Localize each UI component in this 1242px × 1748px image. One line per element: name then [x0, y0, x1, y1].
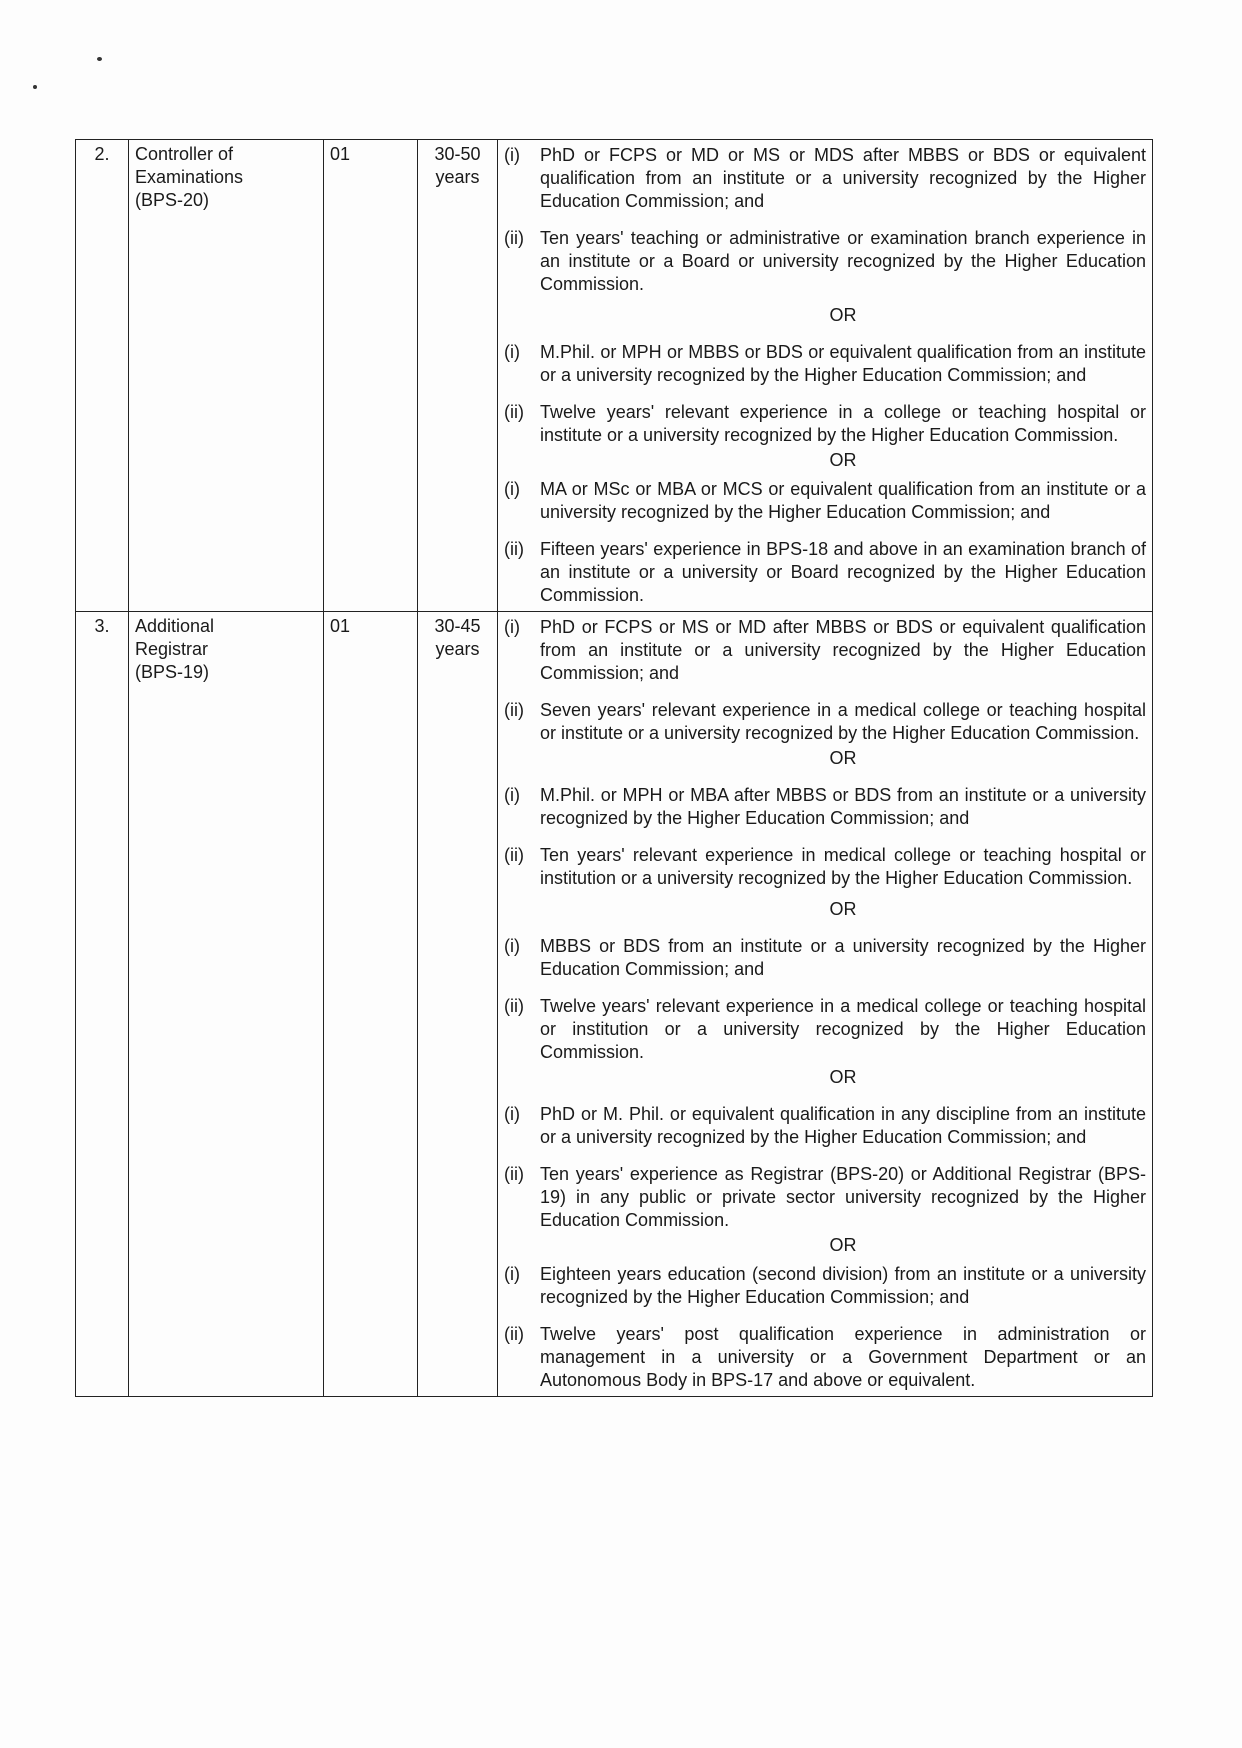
or-separator: OR: [829, 748, 857, 768]
post-name-line: Registrar: [135, 639, 209, 659]
scan-speck: [97, 57, 102, 61]
item-text: Seven years' relevant experience in a medical college or teaching hospital or institute or a university recognized by the Higher Education Commission.: [540, 700, 1146, 743]
qualification-item: [504, 1103, 1146, 1149]
number-of-posts: 01: [324, 612, 418, 1397]
qualification-item: [504, 478, 1146, 524]
qualification-item: [504, 1263, 1146, 1309]
item-marker: (i): [504, 936, 520, 956]
number-of-posts: 01: [324, 140, 418, 612]
qualification-item: [504, 144, 1146, 213]
serial-number: 3.: [76, 612, 129, 1397]
post-name-line: Additional: [135, 616, 215, 636]
item-marker: (ii): [504, 402, 524, 422]
item-marker: (i): [504, 479, 520, 499]
item-text: Eighteen years education (second division) from an institute or a university recognized by the Higher Education Commission; and: [540, 1264, 1146, 1307]
item-marker: (i): [504, 1104, 520, 1124]
post-name-line: Controller of: [135, 144, 234, 164]
item-marker: (ii): [504, 996, 524, 1016]
item-text: Twelve years' post qualification experience in administration or management in a university or a Government Department or an Autonomous Body in BPS-17 and above or equivalent.: [540, 1324, 1146, 1390]
or-separator: OR: [829, 899, 857, 919]
item-text: Ten years' teaching or administrative or examination branch experience in an institute or a Board or university recognized by the Higher Education Commission.: [540, 228, 1146, 294]
item-marker: (i): [504, 785, 520, 805]
post-name-line: Examinations: [135, 167, 244, 187]
qualification-item: [504, 401, 1146, 447]
item-text: Ten years' relevant experience in medical college or teaching hospital or institution or a university recognized by the Higher Education Commission.: [540, 845, 1146, 888]
qualification-item: [504, 538, 1146, 607]
or-separator: OR: [829, 1067, 857, 1087]
item-text: Twelve years' relevant experience in a college or teaching hospital or institute or a university recognized by the Higher Education Commission.: [540, 402, 1146, 445]
table-row: [76, 612, 1153, 1397]
item-marker: (i): [504, 617, 520, 637]
qualification-cell: [498, 612, 1153, 1397]
item-text: PhD or FCPS or MD or MS or MDS after MBBS or BDS or equivalent qualification from an institute or a university recognized by the Higher Education Commission; and: [540, 145, 1146, 211]
qualification-item: [504, 341, 1146, 387]
item-text: Twelve years' relevant experience in a medical college or teaching hospital or institution or a university recognized by the Higher Education Commission.: [540, 996, 1146, 1062]
qualification-cell: [498, 140, 1153, 612]
post-name: [129, 140, 324, 612]
post-scale: (BPS-19): [135, 662, 210, 682]
item-marker: (i): [504, 1264, 520, 1284]
item-text: Ten years' experience as Registrar (BPS-20) or Additional Registrar (BPS-19) in any public or private sector university recognized by the Higher Education Commission.: [540, 1164, 1146, 1230]
item-marker: (i): [504, 145, 520, 165]
item-text: PhD or FCPS or MS or MD after MBBS or BDS or equivalent qualification from an institute or a university recognized by the Higher Education Commission; and: [540, 617, 1146, 683]
age-unit: years: [435, 639, 480, 659]
age-range: 30-45: [434, 616, 481, 636]
or-separator: OR: [829, 305, 857, 325]
item-marker: (ii): [504, 539, 524, 559]
item-text: Fifteen years' experience in BPS-18 and above in an examination branch of an institute or a university or Board recognized by the Higher Education Commission.: [540, 539, 1146, 605]
age-range: 30-50: [434, 144, 481, 164]
qualification-item: [504, 935, 1146, 981]
item-marker: (ii): [504, 1324, 524, 1344]
item-marker: (ii): [504, 1164, 524, 1184]
post-name: [129, 612, 324, 1397]
table-row: [76, 140, 1153, 612]
item-marker: (i): [504, 342, 520, 362]
qualification-item: [504, 699, 1146, 745]
qualification-item: [504, 784, 1146, 830]
qualification-item: [504, 995, 1146, 1064]
item-text: MA or MSc or MBA or MCS or equivalent qualification from an institute or a university recognized by the Higher Education Commission; and: [540, 479, 1146, 522]
qualification-item: [504, 227, 1146, 296]
or-separator: OR: [829, 450, 857, 470]
item-text: MBBS or BDS from an institute or a university recognized by the Higher Education Commission; and: [540, 936, 1146, 979]
item-marker: (ii): [504, 845, 524, 865]
scan-speck: [33, 85, 37, 89]
item-text: M.Phil. or MPH or MBA after MBBS or BDS from an institute or a university recognized by the Higher Education Commission; and: [540, 785, 1146, 828]
qualification-item: [504, 844, 1146, 890]
age-limit: [418, 612, 498, 1397]
serial-number: 2.: [76, 140, 129, 612]
age-limit: [418, 140, 498, 612]
item-text: PhD or M. Phil. or equivalent qualification in any discipline from an institute or a university recognized by the Higher Education Commission; and: [540, 1104, 1146, 1147]
qualification-item: [504, 1323, 1146, 1392]
qualification-item: [504, 616, 1146, 685]
item-marker: (ii): [504, 700, 524, 720]
qualification-item: [504, 1163, 1146, 1232]
or-separator: OR: [829, 1235, 857, 1255]
age-unit: years: [435, 167, 480, 187]
item-marker: (ii): [504, 228, 524, 248]
post-scale: (BPS-20): [135, 190, 210, 210]
qualification-table: [75, 139, 1153, 1397]
item-text: M.Phil. or MPH or MBBS or BDS or equivalent qualification from an institute or a university recognized by the Higher Education Commission; and: [540, 342, 1146, 385]
